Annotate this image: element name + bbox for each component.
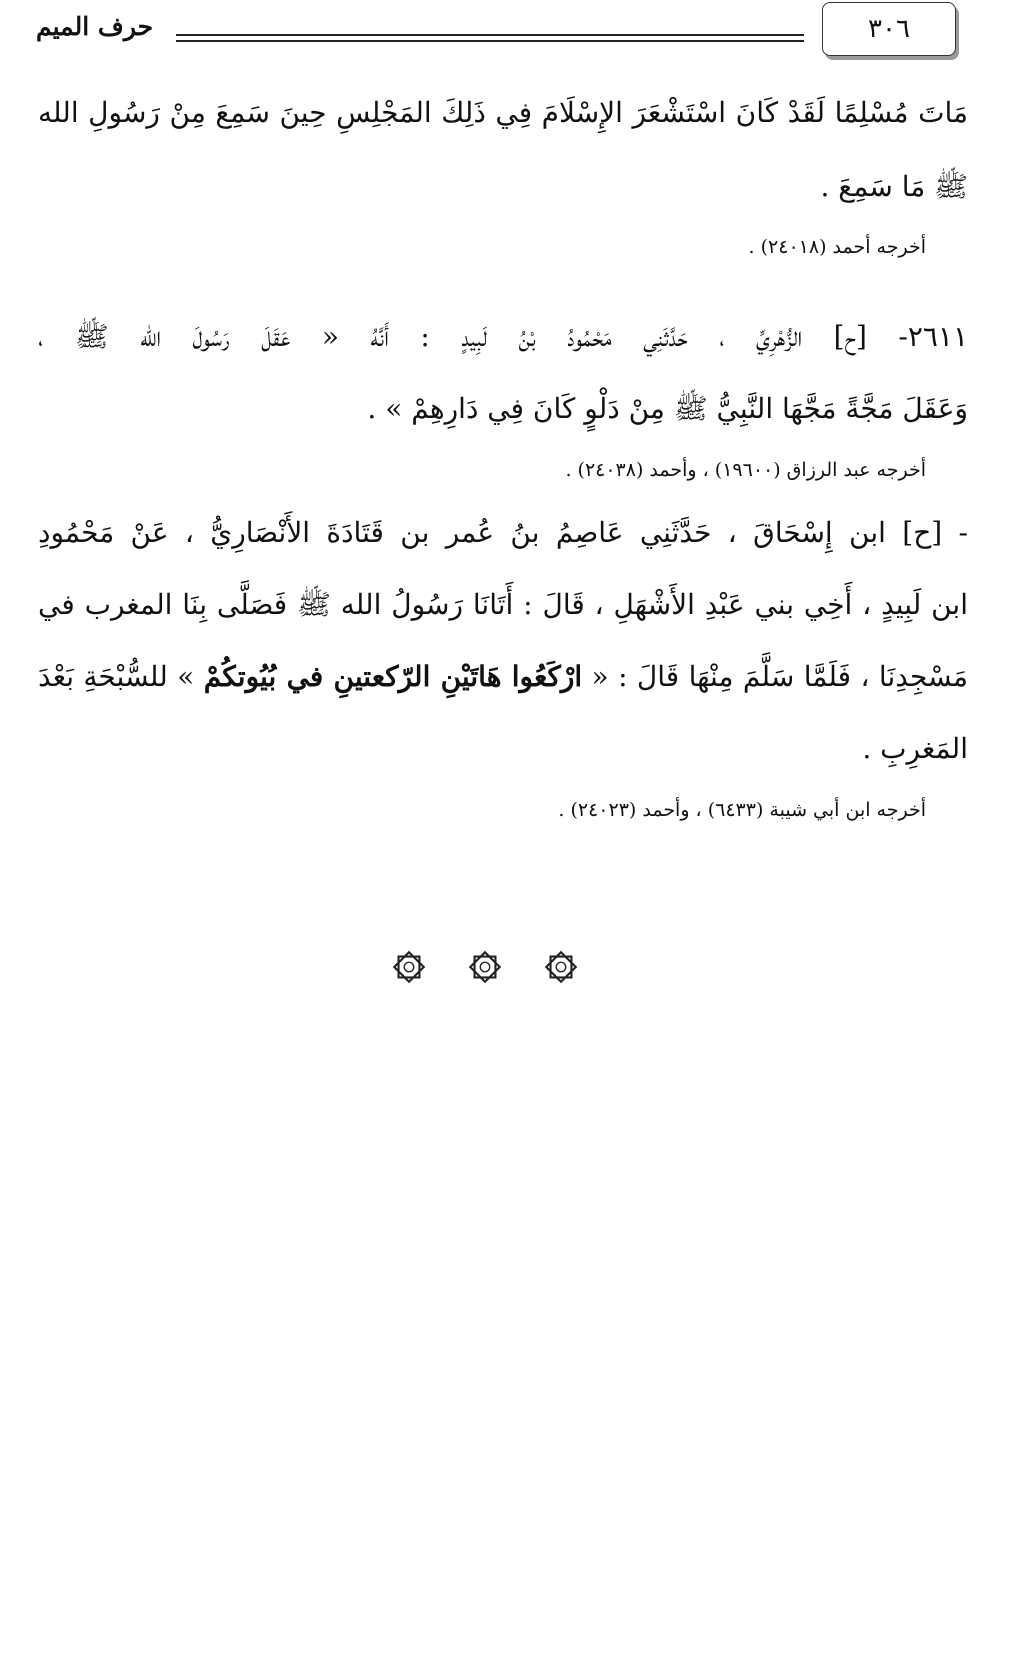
hadith-b-line-3 — [38, 660, 968, 694]
hadith-b-line-3-end: » للسُّبْحَةِ بَعْدَ — [38, 660, 204, 693]
section-end-ornaments — [380, 948, 630, 998]
hadith-b-line-1: - [ح] ابن إِسْحَاقَ ، حَدَّثَنِي عَاصِمُ بنُ عُمر بن قَتَادَةَ الأَنْصَارِيُّ ، عَنْ مَحْمُودِ — [38, 516, 968, 549]
page-number — [822, 2, 956, 56]
hadith-b-line-4: المَغرِبِ . — [862, 732, 968, 765]
hadith-b-line-2: ابن لَبِيدٍ ، أَخِي بني عَبْدِ الأَشْهَلِ ، قَالَ : أَتَانَا رَسُولُ الله ﷺ فَصَلَّى بِنَا المغرب في — [38, 588, 968, 621]
star-ornament-icon — [390, 948, 428, 986]
prophetic-quote-bold: ارْكَعُوا هَاتَيْنِ الرّكعتينِ في بُيُوتكُمْ — [203, 660, 583, 693]
hadith-b-line-3-start: مَسْجِدِنَا ، فَلَمَّا سَلَّمَ مِنْهَا قَالَ : « — [582, 660, 969, 693]
text-line-intro-1: مَاتَ مُسْلِمًا لَقَدْ كَانَ اسْتَشْعَرَ الإِسْلَامَ فِي ذَلِكَ المَجْلِسِ حِينَ سَمِعَ مِنْ رَسُولِ الله — [38, 96, 968, 129]
page-number-text: ٣٠٦ — [868, 14, 910, 44]
text-line-intro-2: ﷺ مَا سَمِعَ . — [820, 170, 968, 203]
star-ornament-icon — [542, 948, 580, 986]
hadith-2611-line-1: ٢٦١١- [ح] الزُّهْرِيِّ ، حَدَّثَنِي مَحْمُودُ بْنُ لَبِيدٍ : أَنَّهُ « عَقَلَ رَسُولَ الله ﷺ ، — [38, 320, 968, 353]
source-note-3: أخرجه ابن أبي شيبة (٦٤٣٣) ، وأحمد (٢٤٠٢٣) . — [558, 799, 926, 821]
source-note-1: أخرجه أحمد (٢٤٠١٨) . — [748, 236, 926, 258]
header-rule-top — [176, 34, 804, 36]
chapter-title: حرف الميم — [36, 12, 154, 41]
header-rule-bottom — [176, 40, 804, 42]
hadith-2611-line-2: وَعَقَلَ مَجَّةً مَجَّهَا النَّبِيُّ ﷺ مِنْ دَلْوٍ كَانَ فِي دَارِهِمْ » . — [367, 392, 968, 425]
star-ornament-icon — [466, 948, 504, 986]
source-note-2: أخرجه عبد الرزاق (١٩٦٠٠) ، وأحمد (٢٤٠٣٨) . — [565, 459, 926, 481]
